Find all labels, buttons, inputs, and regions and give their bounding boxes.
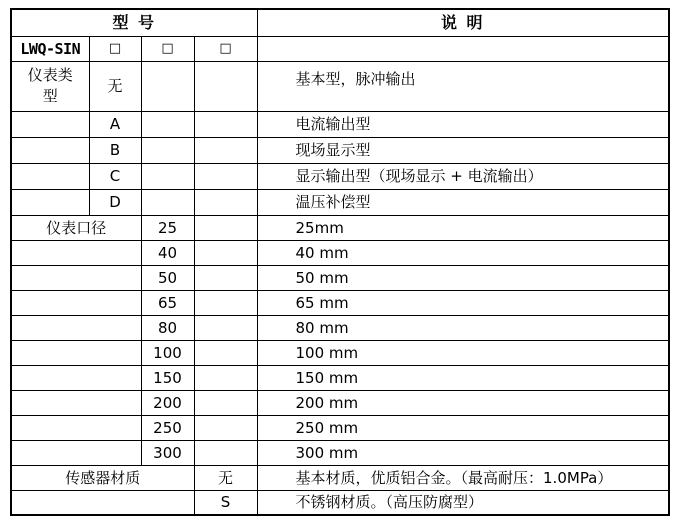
empty-cell (11, 415, 141, 440)
diameter-desc-cell: 25mm (257, 215, 669, 240)
type-desc-cell: 温压补偿型 (257, 189, 669, 215)
diameter-desc-cell: 80 mm (257, 315, 669, 340)
diameter-code-cell: 80 (141, 315, 194, 340)
material-desc-cell: 基本材质，优质铝合金。（最高耐压：1.0MPa） (257, 465, 669, 490)
diameter-code-cell: 65 (141, 290, 194, 315)
empty-cell (141, 61, 194, 111)
empty-cell (141, 163, 194, 189)
empty-cell (141, 111, 194, 137)
type-code-cell: C (89, 163, 141, 189)
diameter-code-cell: 250 (141, 415, 194, 440)
empty-cell (11, 490, 194, 515)
empty-cell (194, 111, 257, 137)
empty-cell (194, 137, 257, 163)
description-header: 说 明 (257, 9, 669, 36)
empty-cell (194, 215, 257, 240)
type-desc-cell: 电流输出型 (257, 111, 669, 137)
diameter-row (11, 315, 669, 340)
empty-cell (141, 189, 194, 215)
diameter-code-cell: 200 (141, 390, 194, 415)
meter-type-row (11, 163, 669, 189)
meter-type-row (11, 61, 669, 111)
type-desc-cell: 显示输出型（现场显示 + 电流输出） (257, 163, 669, 189)
empty-cell (11, 111, 89, 137)
diameter-code-cell: 300 (141, 440, 194, 465)
empty-cell (194, 365, 257, 390)
sensor-material-row (11, 465, 669, 490)
diameter-code-cell: 50 (141, 265, 194, 290)
empty-cell (11, 390, 141, 415)
empty-cell (11, 240, 141, 265)
diameter-desc-cell: 40 mm (257, 240, 669, 265)
empty-cell (257, 36, 669, 61)
type-code-cell: B (89, 137, 141, 163)
diameter-row (11, 215, 669, 240)
type-code-cell: D (89, 189, 141, 215)
diameter-row (11, 440, 669, 465)
meter-type-row (11, 137, 669, 163)
model-code-row (11, 36, 669, 61)
empty-cell (11, 440, 141, 465)
diameter-desc-cell: 100 mm (257, 340, 669, 365)
empty-cell (11, 290, 141, 315)
type-desc-cell: 基本型，脉冲输出 (257, 61, 669, 111)
diameter-code-cell: 150 (141, 365, 194, 390)
empty-cell (194, 240, 257, 265)
table-header-row (11, 9, 669, 36)
empty-cell (141, 137, 194, 163)
diameter-row (11, 240, 669, 265)
model-prefix-cell: LWQ-SIN (11, 36, 89, 61)
empty-cell (194, 61, 257, 111)
empty-cell (194, 290, 257, 315)
empty-cell (11, 265, 141, 290)
empty-cell (11, 315, 141, 340)
diameter-row (11, 365, 669, 390)
model-slot-2-cell: □ (141, 36, 194, 61)
meter-type-label-cell (11, 61, 89, 111)
empty-cell (194, 315, 257, 340)
diameter-row (11, 290, 669, 315)
meter-type-row (11, 111, 669, 137)
type-code-cell: A (89, 111, 141, 137)
diameter-desc-cell: 250 mm (257, 415, 669, 440)
empty-cell (11, 137, 89, 163)
empty-cell (194, 440, 257, 465)
type-code-cell: 无 (89, 61, 141, 111)
type-desc-cell: 现场显示型 (257, 137, 669, 163)
sensor-material-row (11, 490, 669, 515)
empty-cell (194, 189, 257, 215)
diameter-desc-cell: 300 mm (257, 440, 669, 465)
diameter-desc-cell: 65 mm (257, 290, 669, 315)
meter-type-row (11, 189, 669, 215)
sensor-material-label-cell: 传感器材质 (11, 465, 194, 490)
model-number-header: 型 号 (11, 9, 257, 36)
diameter-row (11, 340, 669, 365)
model-slot-3-cell: □ (194, 36, 257, 61)
empty-cell (11, 163, 89, 189)
empty-cell (194, 265, 257, 290)
diameter-code-cell: 40 (141, 240, 194, 265)
material-desc-cell: 不锈钢材质。（高压防腐型） (257, 490, 669, 515)
empty-cell (194, 163, 257, 189)
empty-cell (194, 415, 257, 440)
empty-cell (11, 340, 141, 365)
model-selection-table (10, 8, 670, 516)
material-code-cell: 无 (194, 465, 257, 490)
model-slot-1-cell: □ (89, 36, 141, 61)
diameter-row (11, 415, 669, 440)
empty-cell (11, 189, 89, 215)
diameter-desc-cell: 200 mm (257, 390, 669, 415)
meter-diameter-label-cell: 仪表口径 (11, 215, 141, 240)
empty-cell (194, 390, 257, 415)
diameter-desc-cell: 50 mm (257, 265, 669, 290)
diameter-code-cell: 25 (141, 215, 194, 240)
empty-cell (11, 365, 141, 390)
diameter-desc-cell: 150 mm (257, 365, 669, 390)
diameter-code-cell: 100 (141, 340, 194, 365)
meter-type-label: 仪表类型 (27, 66, 73, 105)
material-code-cell: S (194, 490, 257, 515)
diameter-row (11, 390, 669, 415)
diameter-row (11, 265, 669, 290)
empty-cell (194, 340, 257, 365)
